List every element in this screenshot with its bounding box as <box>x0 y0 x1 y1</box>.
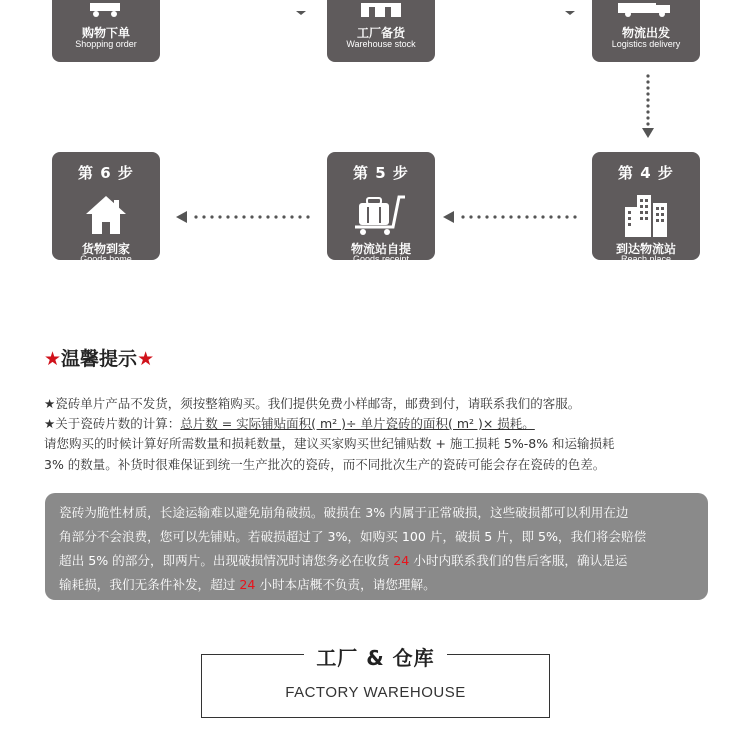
step-title-zh: 物流站自提 <box>350 242 411 256</box>
step-card-shopping-order <box>52 0 160 62</box>
notice-line-4 <box>59 573 696 597</box>
tips-line-4: 3% 的数量。补货时很难保证到统一生产批次的瓷砖，而不同批次生产的瓷砖可能会存在瓷砖的色差。 <box>44 457 606 472</box>
step-card-warehouse-stock <box>327 0 435 62</box>
star-icon: ★ <box>137 348 155 370</box>
arrow-left-icon <box>176 210 316 224</box>
step-card-logistics-delivery <box>592 0 700 62</box>
notice-hours-highlight: 24 <box>239 577 256 592</box>
arrow-right-icon <box>296 0 306 4</box>
factory-icon <box>327 0 435 22</box>
section-title: 工厂 & 仓库 <box>304 646 446 670</box>
step-title-en: Warehouse stock <box>346 39 416 49</box>
arrow-down-icon <box>640 74 654 144</box>
tips-line-2-prefix: ★关于瓷砖片数的计算： <box>44 416 181 431</box>
step-title-zh: 工厂备货 <box>356 26 405 40</box>
tile-count-formula: 总片数 = 实际铺贴面积( m² )÷ 单片瓷砖的面积( m² )× 损耗。 <box>180 416 535 431</box>
step-title-zh: 购物下单 <box>81 26 130 40</box>
cart-icon <box>52 0 160 22</box>
tips-heading <box>44 344 154 371</box>
tips-line-2 <box>44 414 535 432</box>
notice-line-1: 瓷砖为脆性材质，长途运输难以避免崩角破损。破损在 3% 内属于正常破损，这些破损都可以利用在边 <box>59 505 629 520</box>
notice-text: 小时内联系我们的售后客服，确认是运 <box>409 553 628 568</box>
step-number: 第 5 步 <box>353 164 409 182</box>
star-icon: ★ <box>44 348 62 370</box>
step-card-goods-receipt <box>327 152 435 264</box>
step-number: 第 6 步 <box>78 164 134 182</box>
step-title-en: Shopping order <box>75 39 137 49</box>
truck-icon <box>592 0 700 22</box>
step-card-reach-place <box>592 152 700 264</box>
step-title-zh: 货物到家 <box>81 242 130 256</box>
notice-text: 小时本店概不负责，请您理解。 <box>255 577 436 592</box>
step-number: 第 4 步 <box>618 164 674 182</box>
house-icon <box>52 192 160 238</box>
step-title-zh: 物流出发 <box>621 26 670 40</box>
arrow-right-icon <box>565 0 575 4</box>
notice-line-2: 角部分不会浪费，您可以先铺贴。若破损超过了 3%，如购买 100 片，破损 5 片，即 5%，我们将会赔偿 <box>59 529 647 544</box>
tips-line-3: 请您购买的时候计算好所需数量和损耗数量，建议买家购买世纪铺贴数 + 施工损耗 5%-8% 和运输损耗 <box>44 436 615 451</box>
step-title-en: Goods home <box>80 254 132 264</box>
luggage-cart-icon <box>327 192 435 238</box>
notice-text: 超出 5% 的部分，即两片。出现破损情况时请您务必在收货 <box>59 553 394 568</box>
step-title-en: Goods receipt <box>352 254 410 264</box>
notice-text: 输耗损，我们无条件补发，超过 <box>59 577 240 592</box>
notice-line-3 <box>59 549 696 573</box>
arrow-left-icon <box>443 210 583 224</box>
notice-hours-highlight: 24 <box>393 553 410 568</box>
breakage-notice-box <box>45 493 708 600</box>
step-card-goods-home <box>52 152 160 264</box>
tips-title: 温馨提示 <box>61 348 138 370</box>
section-subtitle: FACTORY WAREHOUSE <box>285 684 466 701</box>
buildings-icon <box>592 192 700 238</box>
step-title-en: Logistics delivery <box>611 39 681 49</box>
tips-line-1: ★瓷砖单片产品不发货，须按整箱购买。我们提供免费小样邮寄，邮费到付，请联系我们的客服。 <box>44 396 581 411</box>
step-title-en: Reach place <box>620 254 672 264</box>
section-header-box <box>201 646 550 718</box>
step-title-zh: 到达物流站 <box>615 242 676 256</box>
